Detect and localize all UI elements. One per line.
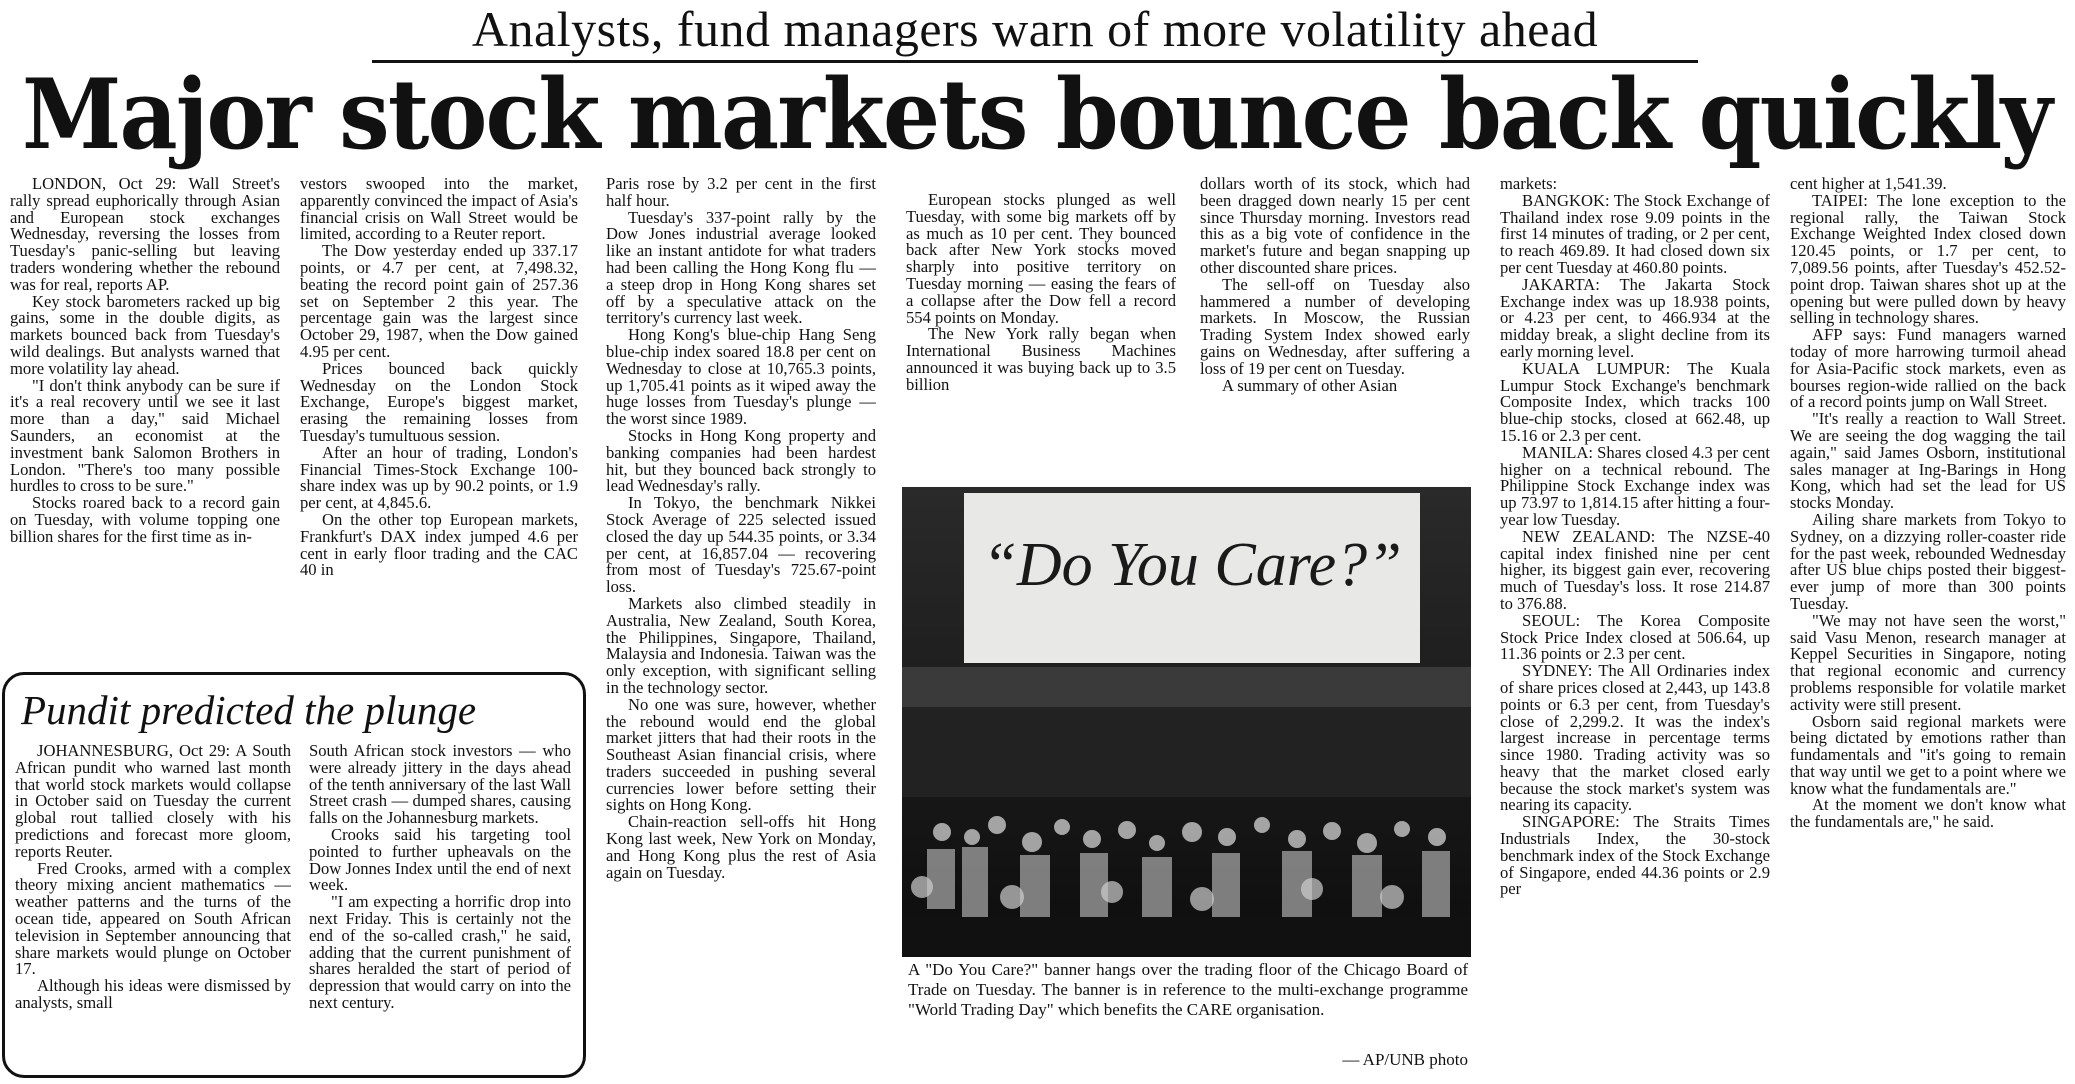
paragraph: Chain-reaction sell-offs hit Hong Kong last week, New York on Monday, and Hong Kong plus the rest of Asia again on Tuesday. bbox=[606, 812, 876, 882]
sidebar-box bbox=[2, 672, 586, 1078]
paragraph: Fred Crooks, armed with a complex theory mixing ancient mathematics — weather patterns and the turns of the ocean tide, appeared on South African television in September announcing that share markets would plunge on October 17. bbox=[15, 858, 291, 979]
paragraph: Ailing share markets from Tokyo to Sydney, on a dizzying roller-coaster ride for the past week, rebounded Wednesday after US blue chips posted their biggest-ever jump of more than 300 points Tuesday. bbox=[1790, 509, 2066, 613]
paragraph: Key stock barometers racked up big gains, some in the double digits, as markets bounced back from Tuesday's wild dealings. But analysts warned that more volatility lay ahead. bbox=[10, 291, 280, 378]
sidebar-title: Pundit predicted the plunge bbox=[21, 687, 477, 733]
paragraph: The New York rally began when International Business Machines announced it was buying back up to 3.5 billion bbox=[906, 324, 1176, 394]
paragraph: BANGKOK: The Stock Exchange of Thailand index rose 9.09 points in the first 14 minutes of trading, or 2 per cent, to reach 469.89. It had closed down six per cent Tuesday at 460.80 points. bbox=[1500, 190, 1770, 277]
paragraph: Although his ideas were dismissed by analysts, small bbox=[15, 976, 291, 1012]
paragraph: The sell-off on Tuesday also hammered a number of developing markets. In Moscow, the Russian Trading System Index showed early gains on Wednesday, after suffering a loss of 19 per cent on Tuesday. bbox=[1200, 274, 1470, 378]
paragraph: SEOUL: The Korea Composite Stock Price Index closed at 506.64, up 11.36 points or 2.3 per cent. bbox=[1500, 610, 1770, 664]
paragraph: JOHANNESBURG, Oct 29: A South African pundit who warned last month that world stock markets would collapse in October said on Tuesday the current global rout tallied closely with his predictions and forecast more gloom, reports Reuter. bbox=[15, 743, 291, 861]
paragraph: "I am expecting a horrific drop into next Friday. This is certainly not the end of the so-called crash," he said, adding that the current punishment of shares heralded the start of period of depression that would carry on into the next century. bbox=[309, 892, 571, 1012]
photo-graphic bbox=[902, 487, 1471, 957]
paragraph: SYDNEY: The All Ordinaries index of share prices closed at 2,443, up 143.8 points or 6.3 per cent, from Tuesday's close of 2,299.2. It was the index's largest increase in percentage terms since 1980. Trading activity was so heavy that the market closed early because the stock market's system was nearing its capacity. bbox=[1500, 661, 1770, 815]
paragraph: JAKARTA: The Jakarta Stock Exchange index was up 18.938 points, or 4.23 per cent, to 466.934 at the midday break, a slight decline from its early morning level. bbox=[1500, 274, 1770, 361]
paragraph: markets: bbox=[1500, 176, 1558, 193]
article-column-2 bbox=[300, 176, 578, 666]
paragraph: Paris rose by 3.2 per cent in the first half hour. bbox=[606, 176, 876, 210]
paragraph: European stocks plunged as well Tuesday, with some big markets off by as much as 10 per cent. They bounced back after New York stocks moved sharply into positive territory on Tuesday morning — easing the fears of a collapse after the Dow fell a record 554 points on Monday. bbox=[906, 192, 1176, 327]
paragraph: LONDON, Oct 29: Wall Street's rally spread euphorically through Asian and European stock exchanges Wednesday, reversing the losses from Tuesday's panic-selling but leaving traders wondering whether the rebound was for real, reports AP. bbox=[10, 176, 280, 294]
paragraph: A summary of other Asian bbox=[1222, 375, 1398, 395]
paragraph: "It's really a reaction to Wall Street. We are seeing the dog wagging the tail again," said James Osborn, institutional sales manager at Ing-Barings in Hong Kong, which had set the lead for US stocks Monday. bbox=[1790, 409, 2066, 513]
paragraph: In Tokyo, the benchmark Nikkei Stock Average of 225 selected issued closed the day up 544.35 points, or 3.34 per cent, at 16,857.04 — recovering from most of Tuesday's 725.67-point loss. bbox=[606, 493, 876, 597]
sidebar-column-2 bbox=[309, 743, 571, 1073]
photo-credit: — AP/UNB photo bbox=[1342, 1050, 1468, 1069]
paragraph: South African stock investors — who were already jittery in the days ahead of the tenth anniversary of the last Wall Street crash — dumped shares, causing falls on the Johannesburg markets. bbox=[309, 743, 571, 828]
paragraph: "We may not have seen the worst," said Vasu Menon, research manager at Keppel Securities in Singapore, noting that regional economic and currency problems responsible for volatile market activity were still present. bbox=[1790, 610, 2066, 714]
paragraph: vestors swooped into the market, apparently convinced the impact of Asia's financial crisis on Wall Street would be limited, according to a Reuter report. bbox=[300, 176, 578, 244]
paragraph: On the other top European markets, Frankfurt's DAX index jumped 4.6 per cent in early floor trading and the CAC 40 in bbox=[300, 509, 578, 580]
paragraph: Crooks said his targeting tool pointed to further upheavals on the Dow Jonnes Index until the end of next week. bbox=[309, 824, 571, 895]
photo-caption: A "Do You Care?" banner hangs over the trading floor of the Chicago Board of Trade on Tuesday. The banner is in reference to the multi-exchange programme "World Trading Day" which benefits the CARE organisation. bbox=[908, 960, 1468, 1019]
paragraph: Stocks in Hong Kong property and banking companies had been hardest hit, but they bounced back strongly to lead Wednesday's rally. bbox=[606, 425, 876, 496]
kicker: Analysts, fund managers warn of more volatility ahead bbox=[471, 1, 1599, 57]
paragraph: Tuesday's 337-point rally by the Dow Jones industrial average looked like an instant antidote for what traders had been calling the Hong Kong flu — a steep drop in Hong Kong shares set off by a speculative attack on the territory's currency last week. bbox=[606, 207, 876, 328]
paragraph: No one was sure, however, whether the rebound would end the global market jitters that had their roots in the Southeast Asian financial crisis, where traders succeeded in pushing several currencies lower before setting their sights on Hong Kong. bbox=[606, 694, 876, 815]
article-column-5 bbox=[1200, 176, 1470, 480]
paragraph: "I don't think anybody can be sure if it's a real recovery until we see it last more than a day," said Michael Saunders, an economist at the investment bank Salomon Brothers in London. "There's too many possible hurdles to cross to be sure." bbox=[10, 375, 280, 496]
paragraph: Osborn said regional markets were being dictated by emotions rather than fundamentals and "it's going to remain that way until we get to a point where we know what the fundamentals are." bbox=[1790, 711, 2066, 798]
paragraph: MANILA: Shares closed 4.3 per cent higher on a technical rebound. The Philippine Stock Exchange index was up 73.97 to 1,814.15 after hitting a four-year low Tuesday. bbox=[1500, 442, 1770, 529]
paragraph: cent higher at 1,541.39. bbox=[1790, 176, 1947, 193]
article-column-4 bbox=[906, 192, 1176, 480]
paragraph: At the moment we don't know what the fundamentals are," he said. bbox=[1790, 795, 2066, 832]
headline: Major stock markets bounce back quickly bbox=[22, 58, 2051, 171]
paragraph: KUALA LUMPUR: The Kuala Lumpur Stock Exchange's benchmark Composite Index, which tracks 100 blue-chip stocks, closed at 662.48, up 15.16 or 2.3 per cent. bbox=[1500, 358, 1770, 445]
paragraph: AFP says: Fund managers warned today of more harrowing turmoil ahead for Asia-Pacific stock markets, even as bourses region-wide rallied on the back of a record points jump on Wall Street. bbox=[1790, 325, 2066, 412]
paragraph: SINGAPORE: The Straits Times Industrials Index, the 30-stock benchmark index of the Stock Exchange of Singapore, ended 44.36 points or 2.9 per bbox=[1500, 812, 1770, 899]
paragraph: The Dow yesterday ended up 337.17 points, or 4.7 per cent, at 7,498.32, beating the record point gain of 257.36 set on September 2 this year. The percentage gain was the largest since October 29, 1987, when the Dow gained 4.95 per cent. bbox=[300, 241, 578, 361]
article-column-6 bbox=[1500, 176, 1770, 1081]
paragraph: After an hour of trading, London's Financial Times-Stock Exchange 100-share index was up by 90.2 points, or 1.9 per cent, at 4,845.6. bbox=[300, 442, 578, 513]
article-column-7 bbox=[1790, 176, 2066, 1081]
banner-text: “Do You Care?” bbox=[982, 531, 1402, 599]
paragraph: Markets also climbed steadily in Australia, New Zealand, South Korea, the Philippines, Singapore, Thailand, Malaysia and Indonesia. Taiwan was the only exception, with significant selling in the technology sector. bbox=[606, 593, 876, 697]
trading-floor-photo bbox=[902, 487, 1471, 957]
paragraph: Prices bounced back quickly Wednesday on the London Stock Exchange, Europe's biggest market, erasing the remaining losses from Tuesday's tumultuous session. bbox=[300, 358, 578, 445]
article-column-1 bbox=[10, 176, 280, 666]
paragraph: Stocks roared back to a record gain on Tuesday, with volume topping one billion shares for the first time as in- bbox=[10, 493, 280, 546]
paragraph: TAIPEI: The lone exception to the regional rally, the Taiwan Stock Exchange Weighted Index closed down 120.45 points, or 1.7 per cent, to 7,089.56 points, after Tuesday's 452.52-point drop. Taiwan shares shot up at the opening but were pulled down by heavy selling in technology shares. bbox=[1790, 190, 2066, 328]
sidebar-column-1 bbox=[15, 743, 291, 1073]
paragraph: NEW ZEALAND: The NZSE-40 capital index finished nine per cent higher, its biggest gain ever, recovering much of Tuesday's loss. It rose 214.87 to 376.88. bbox=[1500, 526, 1770, 613]
article-column-3 bbox=[606, 176, 876, 1076]
paragraph: Hong Kong's blue-chip Hang Seng blue-chip index soared 18.8 per cent on Wednesday to close at 10,765.3 points, up 1,705.41 points as it wiped away the huge losses from Tuesday's plunge — the worst since 1989. bbox=[606, 325, 876, 429]
paragraph: dollars worth of its stock, which had been dragged down nearly 15 per cent since Thursday morning. Investors read this as a big vote of confidence in the market's future and began snapping up other discounted share prices. bbox=[1200, 176, 1470, 277]
